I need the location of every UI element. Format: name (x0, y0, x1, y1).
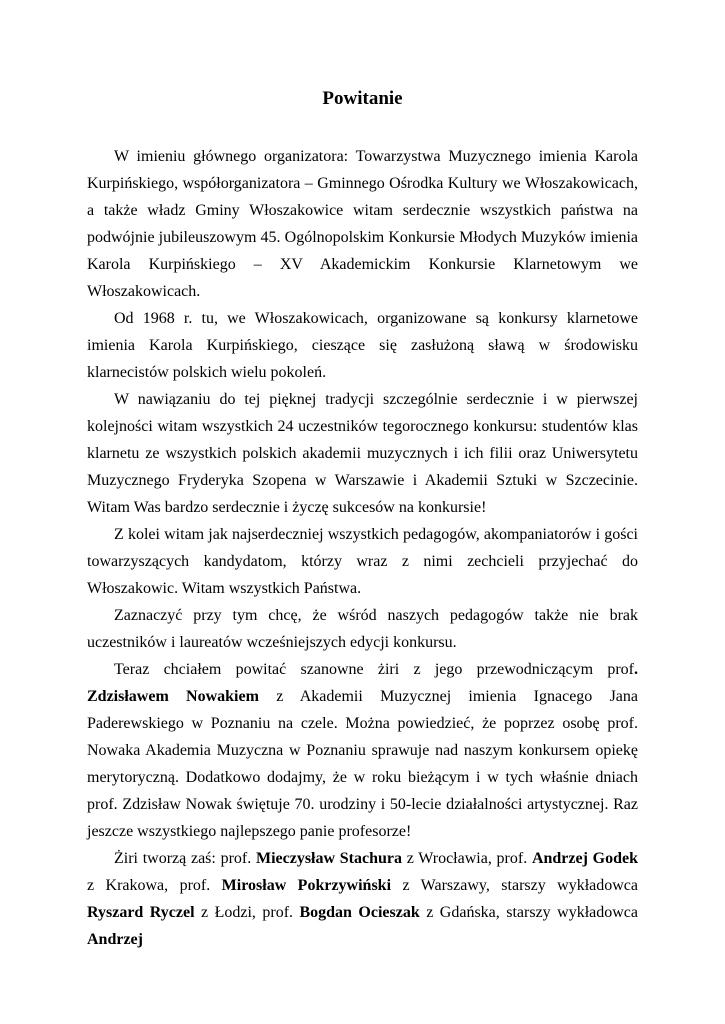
bold-text-run: Mirosław Pokrzywiński (221, 877, 392, 894)
paragraph (87, 602, 638, 656)
bold-text-run: Ryszard Ryczel (87, 904, 195, 921)
paragraph (87, 143, 638, 305)
document-title: Powitanie (322, 88, 403, 109)
text-run: z Warszawy, starszy wykładowca (391, 877, 639, 894)
bold-text-run: . (634, 661, 638, 678)
bold-text-run: Bogdan Ocieszak (299, 904, 420, 921)
text-run: Z kolei witam jak najserdeczniej wszystkich pedagogów, akompaniatorów i gości towarzyszących kandydatom, którzy wraz z nimi zechcieli przyjechać do Włoszakowic. Witam wszystkich Państwa. (87, 526, 638, 597)
paragraph (87, 521, 638, 602)
text-run: z Gdańska, starszy wykładowca (419, 904, 638, 921)
paragraph (87, 656, 638, 845)
paragraph (87, 845, 638, 953)
text-run: W nawiązaniu do tej pięknej tradycji szczególnie serdecznie i w pierwszej kolejności witam wszystkich 24 uczestników tegorocznego konkursu: studentów klas klarnetu ze wszystkich polskich akademii muzycznych i ich filii oraz Uniwersytetu Muzycznego Fryderyka Szopena w Warszawie i Akademii Sztuki w Szczecinie. Witam Was bardzo serdecznie i życzę sukcesów na konkursie! (87, 391, 638, 516)
text-run: W imieniu głównego organizatora: Towarzystwa Muzycznego imienia Karola Kurpińskiego, współorganizatora – Gminnego Ośrodka Kultury we Włoszakowicach, a także władz Gminy Włoszakowice witam serdecznie wszystkich państwa na podwójnie jubileuszowym 45. Ogólnopolskim Konkursie Młodych Muzyków imienia Karola Kurpińskiego – XV Akademickim Konkursie Klarnetowym we Włoszakowicach. (87, 148, 638, 300)
bold-text-run: Andrzej Godek (531, 850, 638, 867)
document-body (87, 143, 638, 953)
bold-text-run: Mieczysław Stachura (255, 850, 403, 867)
text-run: z Akademii Muzycznej imienia Ignacego Jana Paderewskiego w Poznaniu na czele. Można powiedzieć, że poprzez osobę prof. Nowaka Akademia Muzyczna w Poznaniu sprawuje nad naszym konkursem opiekę merytoryczną. Dodatkowo dodajmy, że w roku bieżącym i w tych właśnie dniach prof. Zdzisław Nowak świętuje 70. urodziny i 50-lecie działalności artystycznej. Raz jeszcze wszystkiego najlepszego panie profesorze! (87, 688, 639, 840)
text-run: Od 1968 r. tu, we Włoszakowicach, organizowane są konkursy klarnetowe imienia Karola Kurpińskiego, cieszące się zasłużoną sławą w środowisku klarnecistów polskich wielu pokoleń. (87, 310, 638, 381)
paragraph (87, 386, 638, 521)
text-run: Teraz chciałem powitać szanowne żiri z jego przewodniczącym prof (114, 661, 634, 678)
text-run: z Krakowa, prof. (87, 877, 222, 894)
text-run: Żiri tworzą zaś: prof. (114, 850, 256, 867)
text-run: z Wrocławia, prof. (402, 850, 532, 867)
paragraph (87, 305, 638, 386)
text-run: z Łodzi, prof. (194, 904, 300, 921)
bold-text-run: Andrzej (87, 931, 143, 948)
text-run: Zaznaczyć przy tym chcę, że wśród naszych pedagogów także nie brak uczestników i laureatów wcześniejszych edycji konkursu. (87, 607, 638, 651)
bold-text-run: Zdzisławem Nowakiem (87, 688, 259, 705)
